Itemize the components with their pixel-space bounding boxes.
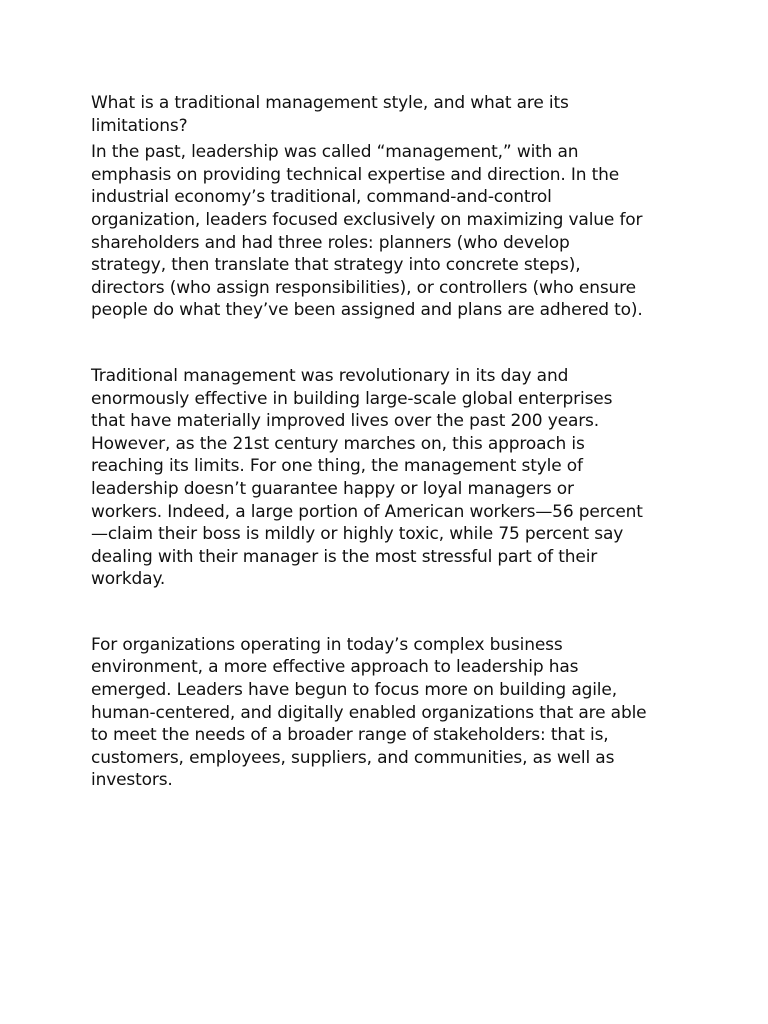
- text-line: For organizations operating in today’s complex business: [91, 634, 563, 655]
- document-page: [91, 92, 691, 792]
- text-line: organization, leaders focused exclusively on maximizing value for: [91, 209, 643, 230]
- text-line: Traditional management was revolutionary in its day and: [91, 365, 569, 386]
- text-line: emerged. Leaders have begun to focus more on building agile,: [91, 680, 617, 701]
- text-line: —claim their boss is mildly or highly toxic, while 75 percent say: [91, 524, 624, 545]
- text-line: However, as the 21st century marches on, this approach is: [91, 433, 585, 454]
- text-line: dealing with their manager is the most stressful part of their: [91, 546, 598, 567]
- text-line: leadership doesn’t guarantee happy or loyal managers or: [91, 478, 574, 499]
- text-line: reaching its limits. For one thing, the management style of: [91, 456, 583, 477]
- text-line: What is a traditional management style, and what are its: [91, 93, 569, 113]
- text-line: investors.: [91, 770, 173, 791]
- text-line: customers, employees, suppliers, and communities, as well as: [91, 747, 615, 768]
- text-line: workday.: [91, 569, 166, 590]
- text-line: emphasis on providing technical expertise and direction. In the: [91, 164, 620, 185]
- text-line: shareholders and had three roles: planners (who develop: [91, 232, 570, 253]
- text-line: directors (who assign responsibilities), or controllers (who ensure: [91, 277, 636, 298]
- text-line: industrial economy’s traditional, command-and-control: [91, 187, 552, 208]
- text-line: limitations?: [91, 115, 188, 136]
- text-line: that have materially improved lives over the past 200 years.: [91, 411, 600, 432]
- text-line: environment, a more effective approach to leadership has: [91, 657, 579, 678]
- paragraph-1: [91, 141, 691, 322]
- question-heading: [91, 92, 691, 137]
- text-line: people do what they’ve been assigned and plans are adhered to).: [91, 300, 643, 321]
- text-line: enormously effective in building large-scale global enterprises: [91, 388, 613, 409]
- paragraph-3: [91, 634, 691, 792]
- paragraph-2: [91, 365, 691, 591]
- text-line: to meet the needs of a broader range of stakeholders: that is,: [91, 725, 609, 746]
- text-line: workers. Indeed, a large portion of American workers—56 percent: [91, 501, 643, 522]
- text-line: In the past, leadership was called “management,” with an: [91, 142, 579, 163]
- text-line: strategy, then translate that strategy into concrete steps),: [91, 255, 581, 276]
- text-line: human-centered, and digitally enabled organizations that are able: [91, 702, 647, 723]
